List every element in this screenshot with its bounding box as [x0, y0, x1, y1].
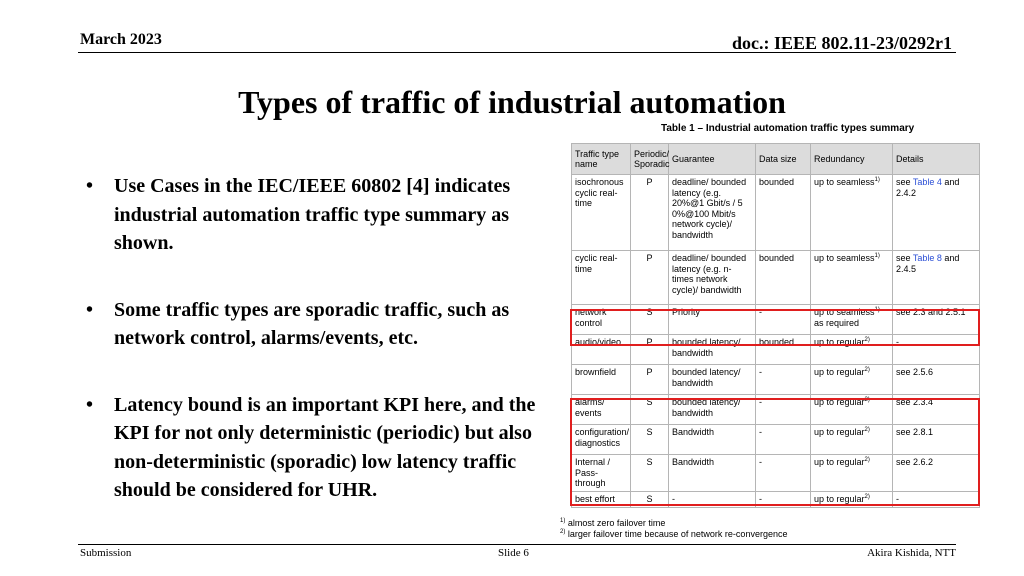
bullet-dot-icon: • [86, 298, 94, 321]
cell-text: best effort [575, 493, 615, 504]
header-date: March 2023 [80, 31, 162, 48]
footnote-marker: 1) [874, 307, 880, 313]
cell-text: S [646, 457, 653, 467]
bullet-dot-icon: • [86, 393, 94, 416]
table-row [572, 175, 980, 251]
cell-details [893, 365, 980, 395]
footer-divider [78, 544, 956, 545]
table-header-row [572, 144, 980, 175]
highlight-network-control [570, 309, 980, 346]
bullet-dot-icon: • [86, 175, 94, 197]
header-divider [78, 52, 956, 53]
cell-text: bounded [759, 253, 795, 263]
cell-text: - [896, 493, 899, 504]
table-reference-link[interactable]: Table 8 [912, 253, 942, 263]
cell-text: Bandwidth [672, 457, 715, 467]
cell-text: Priority [672, 307, 701, 317]
highlight-sporadic-group [570, 398, 980, 506]
bullet-item [86, 391, 556, 505]
cell-text: up to seamless [814, 177, 875, 187]
footnote-marker: 2) [864, 337, 870, 343]
column-header: Guarantee [669, 144, 756, 175]
column-header: Data size [756, 144, 811, 175]
column-header: Details [893, 144, 980, 175]
cell-periodic-sporadic [631, 175, 669, 251]
cell-guarantee [669, 175, 756, 251]
cell-text: bounded [759, 337, 795, 347]
cell-text: - [759, 457, 762, 467]
cell-text: deadline/ bounded latency (e.g. n-times network cycle)/ bandwidth [672, 253, 747, 295]
cell-text: see 2.6.2 [896, 457, 934, 467]
slide-title: Types of traffic of industrial automation [238, 84, 786, 120]
cell-text: - [672, 493, 675, 504]
cell-redundancy [811, 175, 893, 251]
cell-text: up to regular [814, 397, 865, 407]
cell-text: bounded latency/ bandwidth [672, 397, 741, 418]
cell-text: bounded latency/ bandwidth [672, 337, 741, 358]
bullet-item [86, 296, 556, 353]
cell-text: see 2.5.6 [896, 367, 934, 377]
cell-text: - [759, 307, 762, 317]
footer-slide-number: Slide 6 [498, 547, 529, 559]
footnote-marker: 2) [864, 367, 870, 373]
cell-details [893, 251, 980, 305]
cell-periodic-sporadic [631, 251, 669, 305]
cell-text: up to seamless [814, 253, 875, 263]
cell-text: S [646, 493, 653, 504]
bullet-item [86, 172, 556, 258]
header-doc-id: doc.: IEEE 802.11-23/0292r1 [731, 33, 952, 53]
table-row [572, 365, 980, 395]
table-row [572, 251, 980, 305]
cell-text: up to regular [814, 427, 865, 437]
cell-text: up to regular [814, 337, 865, 347]
cell-traffic-name [572, 365, 631, 395]
table-footnotes [560, 518, 787, 540]
cell-text: S [646, 427, 653, 437]
cell-text: up to regular [814, 457, 865, 467]
footer-author: Akira Kishida, NTT [867, 547, 956, 559]
footnote-marker: 2) [864, 457, 870, 463]
footnote: $^{1)}$ almost zero failover time [560, 518, 666, 528]
cell-text: see 2.8.1 [896, 427, 934, 437]
footnote-marker: 2) [864, 397, 870, 403]
cell-text: S [646, 397, 653, 407]
cell-text: up to regular [814, 493, 865, 504]
footnote-marker: 2) [864, 427, 870, 433]
cell-text: - [759, 397, 762, 407]
cell-text: up to seamless [814, 307, 875, 317]
cell-text: see 2.3 and 2.5.1 [896, 307, 966, 317]
cell-guarantee [669, 365, 756, 395]
cell-guarantee [669, 251, 756, 305]
cell-text: audio/video [575, 337, 622, 347]
footnote: $^{2)}$ larger failover time because of network re-convergence [560, 529, 788, 539]
cell-text: deadline/ bounded latency (e.g. 20%@1 Gbit/s / 5 0%@100 Mbit/s network cycle)/ bandwidth [672, 177, 747, 240]
cell-redundancy [811, 251, 893, 305]
cell-text: see 2.3.4 [896, 397, 934, 407]
cell-text: P [646, 177, 653, 187]
table-caption: Table 1 – Industrial automation traffic types summary [661, 123, 915, 134]
cell-text: see [896, 177, 913, 187]
cell-text: - [759, 367, 762, 377]
footnote-marker: 1) [874, 253, 880, 259]
table-reference-link[interactable]: Table 4 [912, 177, 942, 187]
cell-text: - [759, 427, 762, 437]
cell-text: - [896, 337, 899, 347]
bullet-text: Latency bound is an important KPI here, and the KPI for not only deterministic (periodic) but also non-deterministic (sporadic) low latency traffic should be considered for UHR. [114, 393, 536, 501]
cell-traffic-name [572, 251, 631, 305]
cell-redundancy [811, 365, 893, 395]
cell-text: and 2.4.5 [896, 253, 960, 274]
column-header: Periodic/ Sporadic [631, 144, 669, 175]
cell-text: alarms/ events [575, 397, 605, 418]
cell-text: - [759, 493, 762, 504]
cell-text: see [896, 253, 913, 263]
cell-text: and 2.4.2 [896, 177, 960, 198]
bullet-list [86, 172, 556, 543]
cell-details [893, 175, 980, 251]
cell-text: configuration/ diagnostics [575, 427, 630, 448]
footnote-marker: 1) [874, 177, 880, 183]
cell-text: P [646, 337, 653, 347]
cell-text: up to regular [814, 367, 865, 377]
cell-data-size [756, 175, 811, 251]
bullet-text: Use Cases in the IEC/IEEE 60802 [4] indicates industrial automation traffic type summary as shown. [114, 175, 511, 254]
cell-text: S [646, 307, 653, 317]
cell-text: P [646, 367, 653, 377]
cell-text: Bandwidth [672, 427, 715, 437]
cell-text: network control [575, 307, 607, 328]
column-header: Traffic type name [572, 144, 631, 175]
footnote-marker: 2) [864, 493, 870, 500]
cell-text: isochronous cyclic real-time [575, 177, 624, 208]
cell-text: bounded latency/ bandwidth [672, 367, 741, 388]
cell-data-size [756, 365, 811, 395]
footer-submission: Submission [80, 547, 132, 559]
traffic-table-figure [558, 122, 984, 542]
cell-text: P [646, 253, 653, 263]
cell-traffic-name [572, 175, 631, 251]
cell-periodic-sporadic [631, 365, 669, 395]
cell-text: as required [814, 317, 860, 328]
cell-text: bounded [759, 177, 795, 187]
bullet-text: Some traffic types are sporadic traffic, such as network control, alarms/events, etc. [114, 298, 510, 349]
cell-text: brownfield [575, 367, 617, 377]
cell-text: cyclic real-time [575, 253, 618, 274]
column-header: Redundancy [811, 144, 893, 175]
cell-text: Internal / Pass-through [575, 457, 611, 488]
cell-data-size [756, 251, 811, 305]
